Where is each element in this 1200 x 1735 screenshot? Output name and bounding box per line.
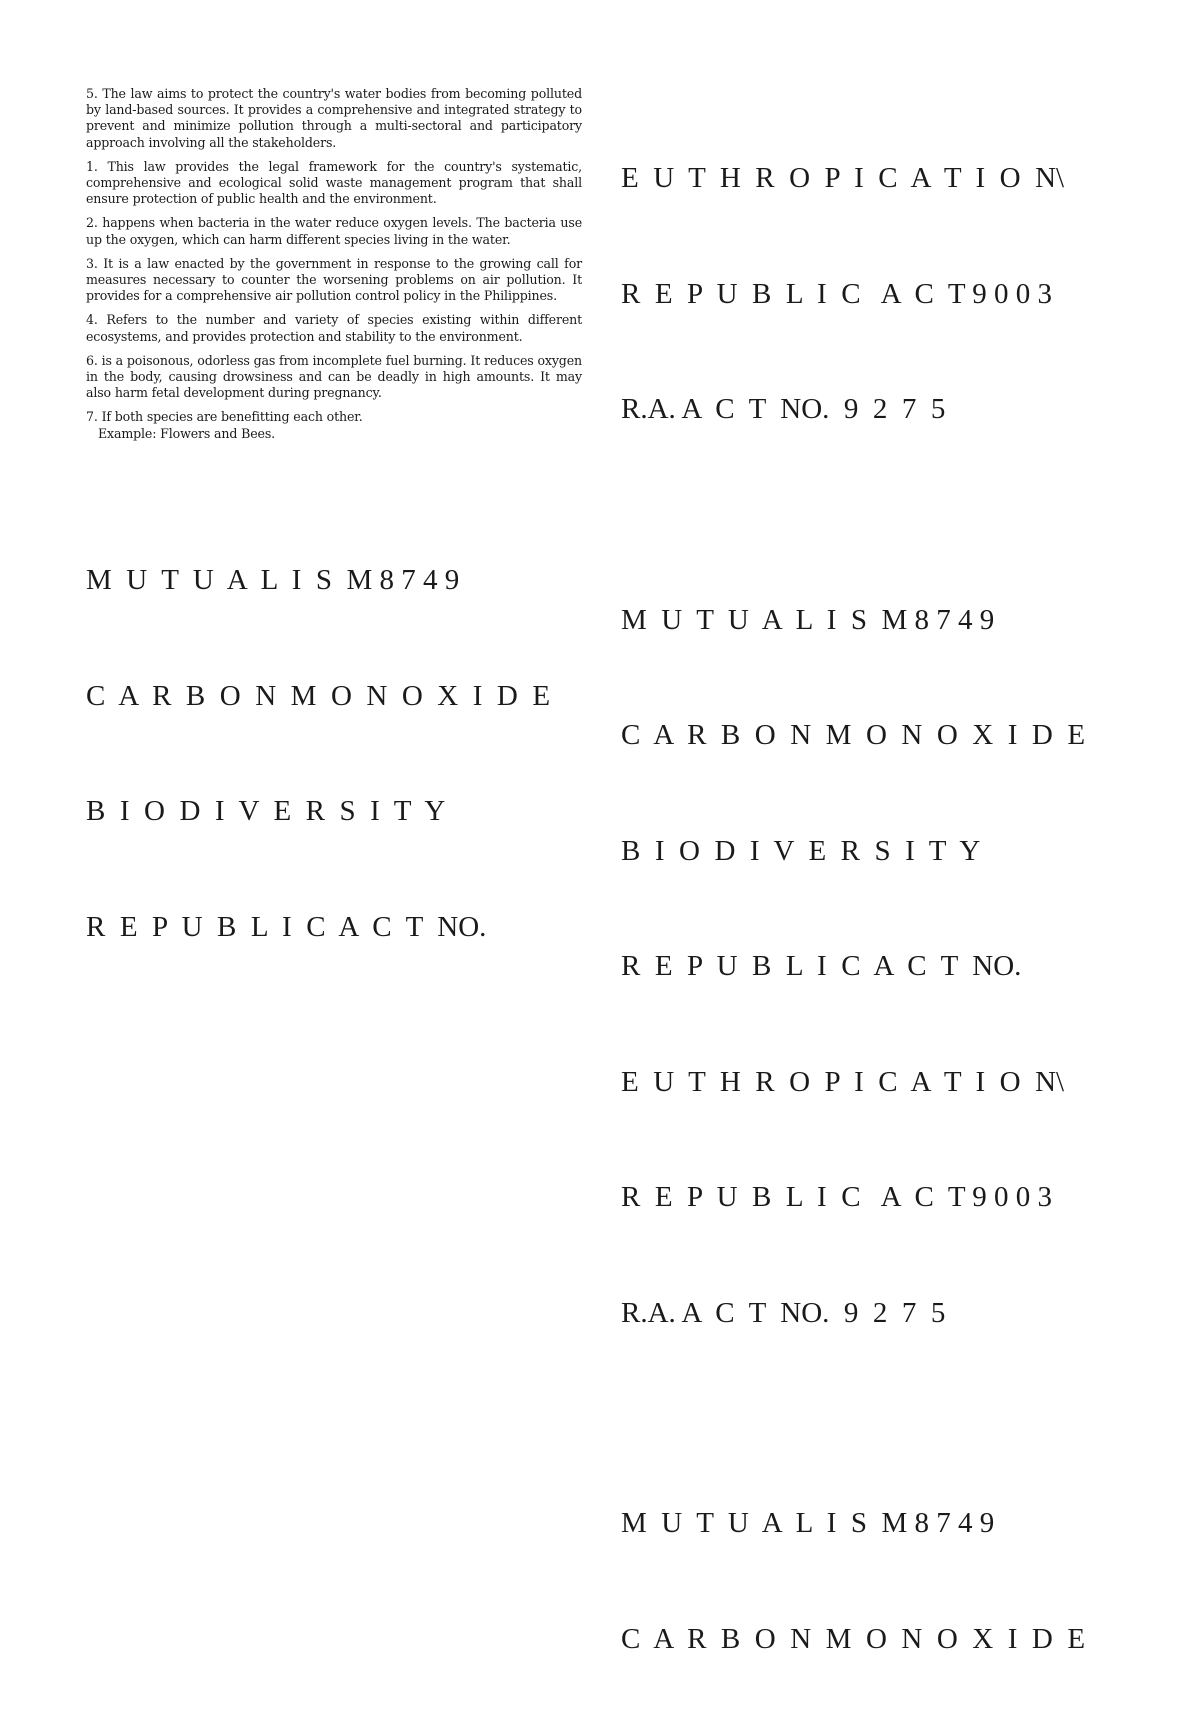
answer-group-3 xyxy=(621,1427,1085,1735)
clue-6: 6. is a poisonous, odorless gas from incomplete fuel burning. It reduces oxygen in the body, causing drowsiness and can be deadly in high amounts. It may also harm fetal development during pregnancy. xyxy=(86,352,582,401)
left-answer-list xyxy=(86,484,550,985)
answer-line: R E P U B L I C A C T NO. xyxy=(86,910,487,943)
clue-4: 4. Refers to the number and variety of species existing within different ecosystems, and provides protection and stability to the environment. xyxy=(86,312,582,344)
group-spacer xyxy=(621,506,1085,524)
answer-line: M U T U A L I S M 8 7 4 9 xyxy=(621,1507,995,1539)
answer-line: B I O D I V E R S I T Y xyxy=(621,834,981,867)
answer-line: C A R B O N M O N O X I D E xyxy=(621,1622,1086,1655)
answer-group-1 xyxy=(621,82,1085,506)
clue-7 xyxy=(86,409,582,441)
clue-5: 5. The law aims to protect the country's water bodies from becoming polluted by land-based sources. It provides a comprehensive and integrated strategy to prevent and minimize pollution through a multi-sectoral and participatory approach involving all the stakeholders. xyxy=(86,86,582,150)
answer-line: E U T H R O P I C A T I O N\ xyxy=(621,162,1065,194)
clue-2: 2. happens when bacteria in the water reduce oxygen levels. The bacteria use up the oxygen, which can harm different species living in the water. xyxy=(86,215,582,247)
clue-7-text: 7. If both species are benefitting each other. xyxy=(86,409,363,425)
answer-line: E U T H R O P I C A T I O N\ xyxy=(621,1065,1065,1098)
answer-line: R E P U B L I C A C T NO. xyxy=(621,950,1022,982)
answer-line: B I O D I V E R S I T Y xyxy=(86,795,446,827)
answer-line: R E P U B L I C A C T 9 0 0 3 xyxy=(621,277,1053,310)
answer-line: C A R B O N M O N O X I D E xyxy=(86,679,551,712)
answer-group-2 xyxy=(621,524,1085,1410)
clue-1: 1. This law provides the legal framework for the country's systematic, comprehensive and ecological solid waste management program that shall ensure protection of public health and the environment. xyxy=(86,158,582,207)
group-spacer xyxy=(621,1409,1085,1427)
clue-3: 3. It is a law enacted by the government in response to the growing call for measures necessary to counter the worsening problems on air pollution. It provides for a comprehensive air pollution control policy in the Philippines. xyxy=(86,255,582,304)
answer-line: R.A. A C T NO. 9 2 7 5 xyxy=(621,1296,946,1329)
answer-line: M U T U A L I S M 8 7 4 9 xyxy=(621,603,995,636)
answer-line: R.A. A C T NO. 9 2 7 5 xyxy=(621,393,946,425)
answer-line: C A R B O N M O N O X I D E xyxy=(621,719,1086,751)
clues-column xyxy=(86,86,582,450)
clue-7-example: Example: Flowers and Bees. xyxy=(98,425,276,441)
right-answer-column xyxy=(621,82,1085,1735)
answer-line: M U T U A L I S M 8 7 4 9 xyxy=(86,564,460,596)
answer-line: R E P U B L I C A C T 9 0 0 3 xyxy=(621,1181,1053,1213)
